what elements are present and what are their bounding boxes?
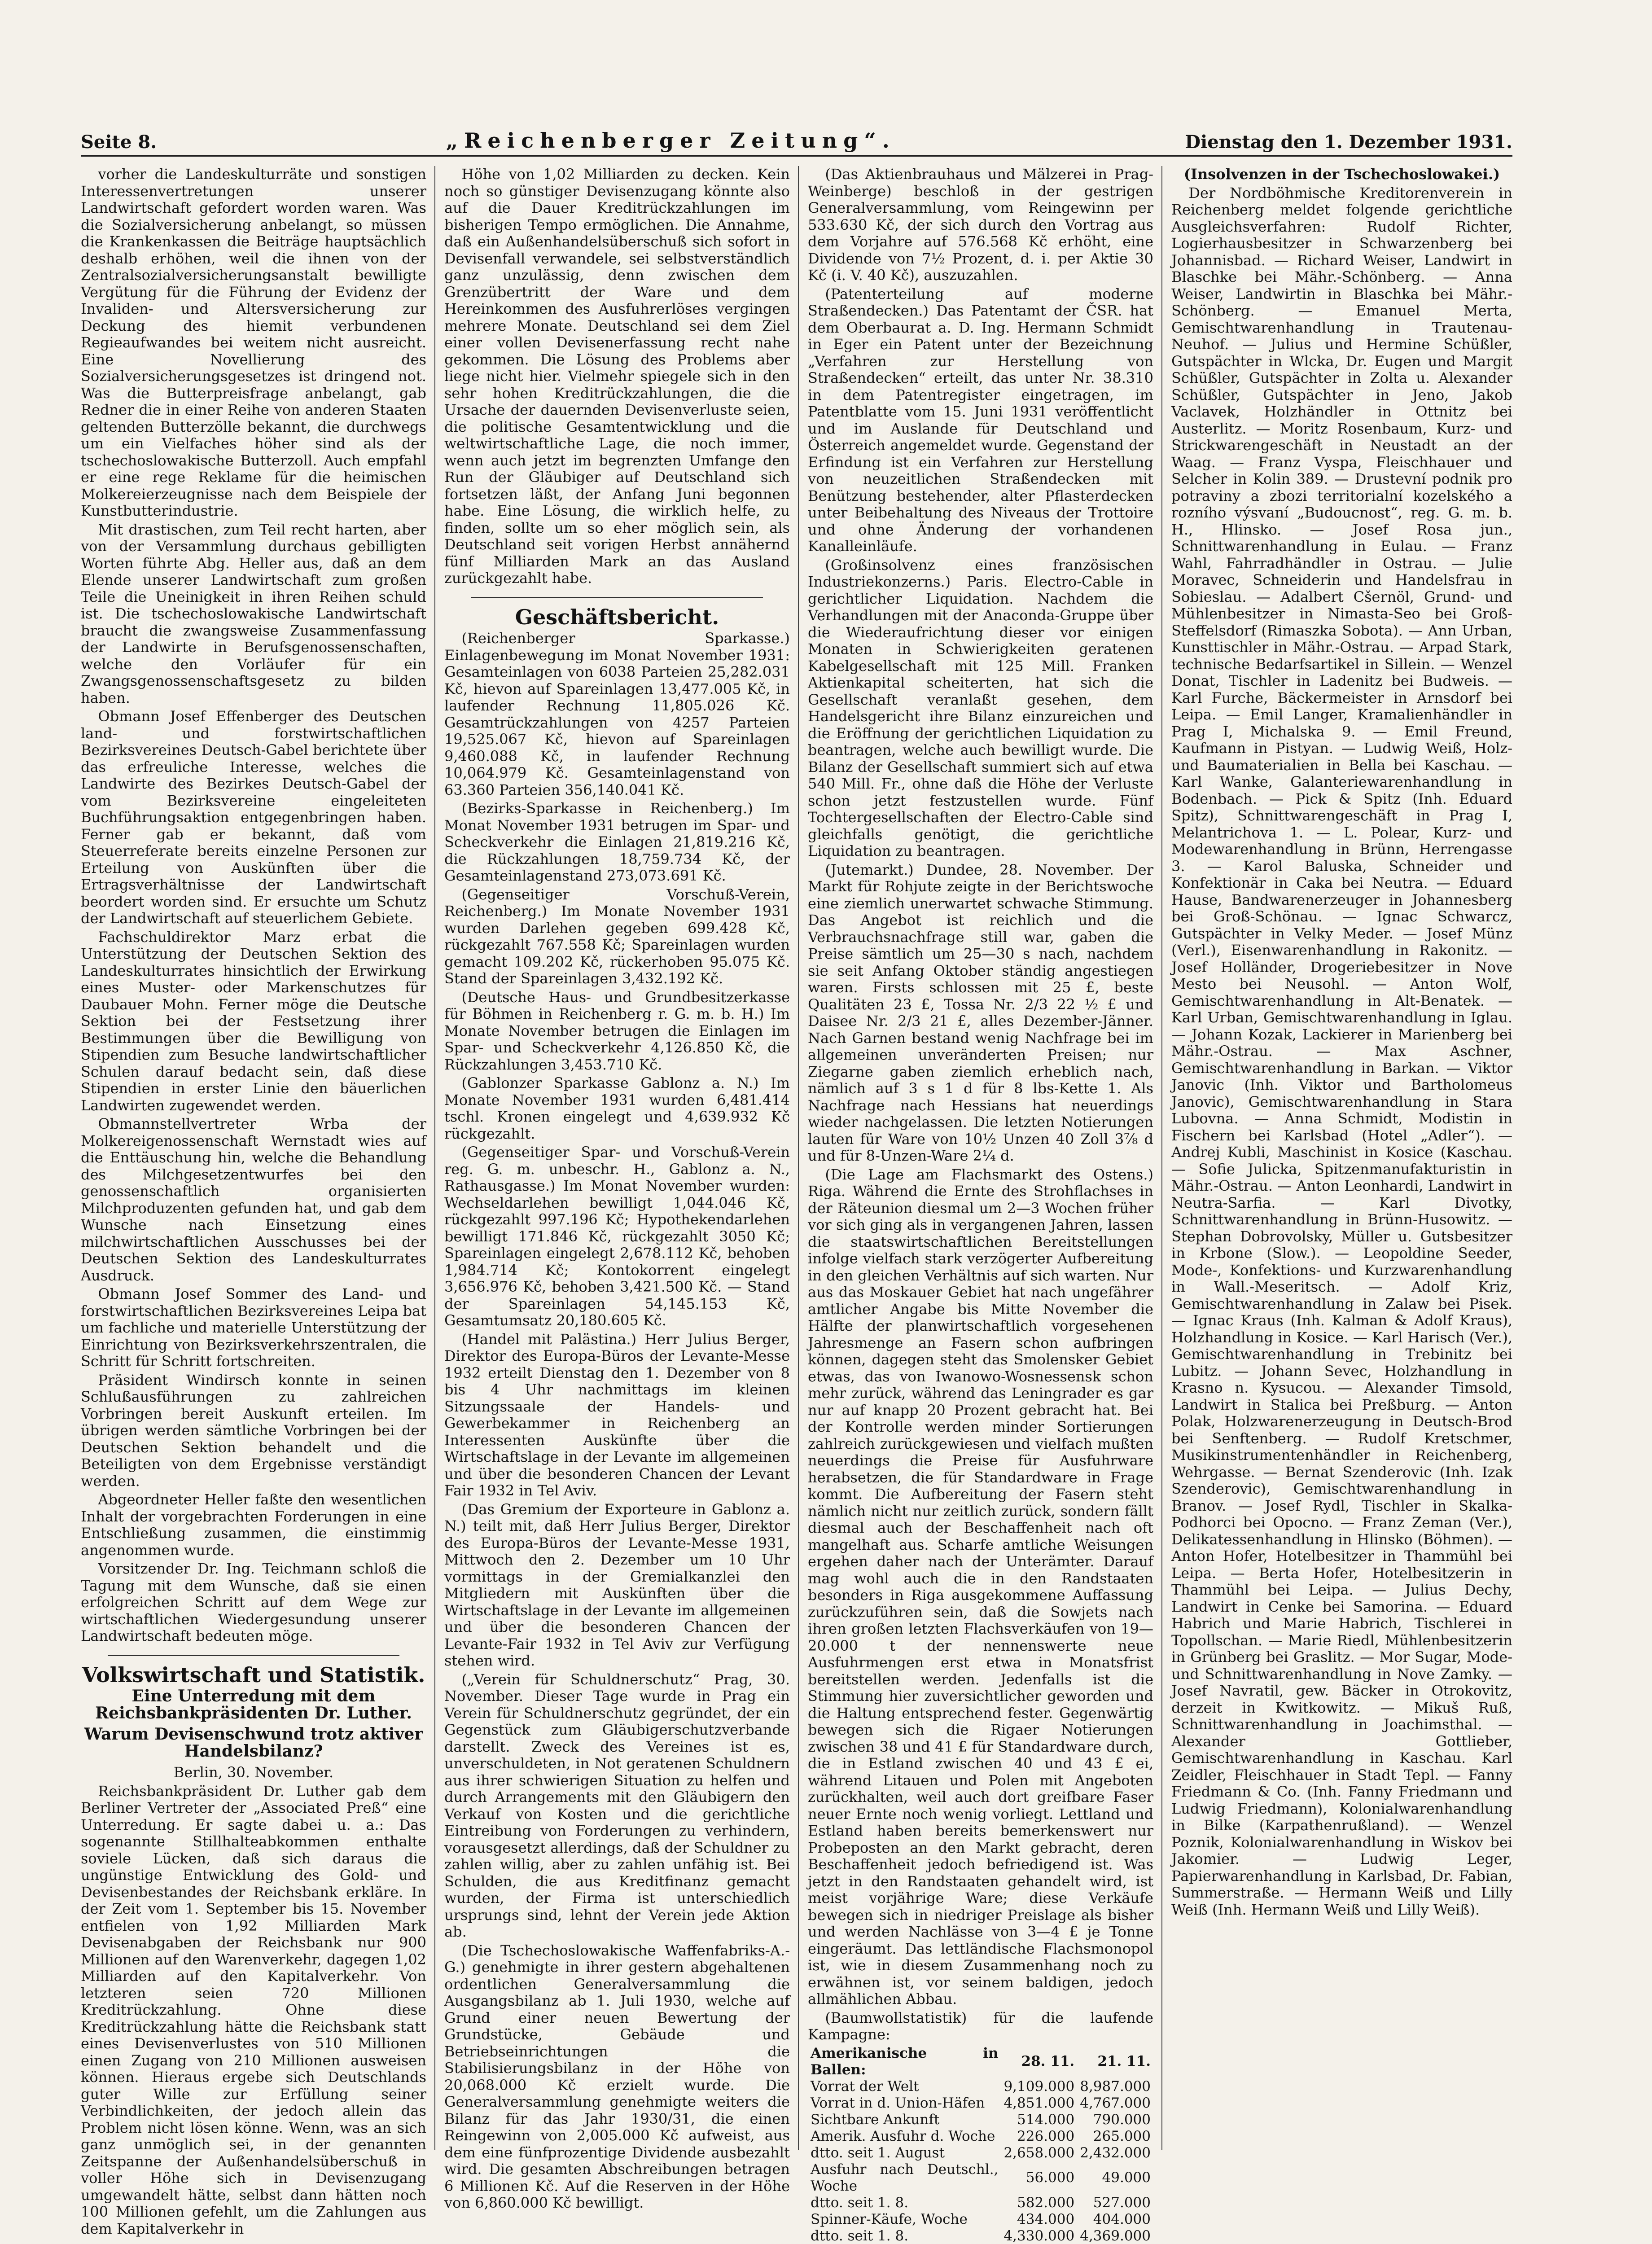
col2-paragraph: Höhe von 1,02 Milliarden zu decken. Kein noch so günstiger Devisenzugang könnte also auf die Dauer Kreditrückzahlungen im bisherigen Tempo ermöglichen. Die Annahme, daß ein Außenhandelsüberschuß sich sofort in Devisenfall verwandele, sei selbstverständlich ganz unzulässig, denn zwischen dem Grenzübertritt der Ware und dem Hereinkommen des Ausfuhrerlöses vergingen mehrere Monate. Deutschland sei dem Ziel einer vollen Devisenerfassung recht nahe gekommen. Die Lösung des Problems aber liege nicht hier. Vielmehr spiegele sich in den sehr hohen Kreditrückzahlungen, die die Ursache der dauernden Devisenverluste seien, die politische Gesamtentwicklung und die weltwirtschaftliche Lage, die noch immer, wenn auch jetzt im begrenzten Umfange den Run der Gläubiger auf Deutschland sich fortsetzen läßt, der Anfang Juni begonnen habe. Eine Lösung, die wirklich helfe, zu finden, sollte um so eher möglich sein, als Deutschland seit vorigen Herbst annähernd fünf Milliarden Mark an das Ausland zurückgezahlt habe. [444,166,790,587]
table-cell: Spinner-Käufe, Woche [808,2211,1001,2228]
col3-paragraph: (Großinsolvenz eines französischen Industriekonzerns.) Paris. Electro-Cable in gerichtlicher Liquidation. Nachdem die Verhandlungen mit der Anaconda-Gruppe über die Wiederaufrichtung dieser vor einigen Monaten in Schwierigkeiten geratenen Kabelgesellschaft mit 125 Mill. Franken Aktienkapital scheiterten, hat sich die Gesellschaft veranlaßt gesehen, dem Handelsgericht ihre Bilanz einzureichen und die Eröffnung der gerichtlichen Liquidation zu beantragen, welche auch bewilligt wurde. Die Bilanz der Gesellschaft summiert sich auf etwa 540 Mill. Fr., ohne daß die Höhe der Verluste schon jetzt festzustellen wurde. Fünf Tochtergesellschaften der Electro-Cable sind gleichfalls genötigt, die gerichtliche Liquidation zu beantragen. [808,557,1153,860]
table-cell: 582.000 [1001,2195,1077,2211]
table-cell: 434.000 [1001,2211,1077,2228]
column-rule [1161,166,1162,2150]
table-cell: 56.000 [1001,2161,1077,2195]
table-cell: Sichtbare Ankunft [808,2112,1001,2128]
col1-paragraph: Vorsitzender Dr. Ing. Teichmann schloß die Tagung mit dem Wunsche, daß sie einen erfolgreichen Schritt auf dem Wege zur wirtschaftlichen Wiedergesundung unserer Landwirtschaft bedeuten möge. [81,1560,426,1645]
col2-paragraph: (Gegenseitiger Spar- und Vorschuß-Verein reg. G. m. unbeschr. H., Gablonz a. N., Rathausgasse.) Im Monat November wurden: Wechseldarlehen bewilligt 1,044.046 Kč, rückgezahlt 997.196 Kč; Hypothekendarlehen bewilligt 171.846 Kč, rückgezahlt 3050 Kč; Spareinlagen eingelegt 2,678.112 Kč, behoben 1,984.714 Kč; Kontokorrent eingelegt 3,656.976 Kč, behoben 3,421.500 Kč. — Stand der Spareinlagen 54,145.153 Kč, Gesamtumsatz 20,180.605 Kč. [444,1144,790,1329]
col1-paragraph: Obmann Josef Effenberger des Deutschen land- und forstwirtschaftlichen Bezirksvereines Deutsch-Gabel berichtete über das erfreuliche Interesse, welches die Landwirte des Bezirkes Deutsch-Gabel der vom Bezirksvereine eingeleiteten Buchführungsaktion entgegenbringen haben. Ferner gab er bekannt, daß vom Steuerreferate bereits einzelne Personen zur Erteilung von Auskünften über die Ertragsverhältnisse der Landwirtschaft beordert worden sind. Er ersuchte um Schutz der Landwirtschaft auf steuerlichem Gebiete. [81,708,426,927]
table-cell: 2,432.000 [1077,2145,1153,2161]
table-cell: 265.000 [1077,2128,1153,2145]
column-4 [1171,166,1512,2150]
table-cell: 527.000 [1077,2195,1153,2211]
table-cell: Amerik. Ausfuhr d. Woche [808,2128,1001,2145]
col2-paragraph: (Bezirks-Sparkasse in Reichenberg.) Im Monat November 1931 betrugen im Spar- und Scheckverkehr die Einlagen 21,819.216 Kč, die Rückzahlungen 18,759.734 Kč, der Gesamteinlagenstand 273,073.691 Kč. [444,800,790,885]
table-cell: 4,851.000 [1001,2095,1077,2112]
table-cell: 49.000 [1077,2161,1153,2195]
section-title-business: Geschäftsbericht. [444,609,790,626]
page-number: Seite 8. [81,131,157,153]
col3-paragraph: (Das Aktienbrauhaus und Mälzerei in Prag-Weinberge) beschloß in der gestrigen Generalversammlung, vom Reingewinn per 533.630 Kč, der sich durch den Vortrag aus dem Vorjahre auf 576.568 Kč erhöht, eine Dividende von 7½ Prozent, d. i. per Aktie 30 Kč (i. V. 40 Kč), auszuzahlen. [808,166,1153,284]
table-cell: 4,767.000 [1077,2095,1153,2112]
table-cell: dtto. seit 1. 8. [808,2195,1001,2211]
table-header-cell: 21. 11. [1077,2045,1153,2078]
col4-title: (Insolvenzen in der Tschechoslowakei.) [1171,166,1512,183]
col1-paragraph: Reichsbankpräsident Dr. Luther gab dem Berliner Vertreter der „Associated Preß“ eine Unterredung. Er sagte dabei u. a.: Das sogenannte Stillhalteabkommen enthalte soviele Lücken, daß sich daraus die ungünstige Entwicklung des Gold- und Devisenbestandes der Reichsbank erkläre. In der Zeit vom 1. September bis 15. November entfielen von 1,92 Milliarden Mark Devisenabgaben der Reichsbank nur 900 Millionen auf den Warenverkehr, dagegen 1,02 Milliarden auf den Kapitalverkehr. Von letzteren seien 720 Millionen Kreditrückzahlung. Ohne diese Kreditrückzahlung hätte die Reichsbank statt eines Devisenverlustes von 510 Millionen einen Zugang von 210 Millionen ausweisen können. Hieraus ergebe sich Deutschlands guter Wille zur Erfüllung seiner Verbindlichkeiten, der jedoch allein das Problem nicht lösen könne. Wenn, was an sich ganz unmöglich sei, in der genannten Zeitspanne der Außenhandelsüberschuß in voller Höhe sich in Devisenzugang umgewandelt hätte, selbst dann hätten noch 100 Millionen gefehlt, um die Zahlungen aus dem Kapitalverkehr in [81,1783,426,2238]
article-subheadline: Warum Devisenschwund trotz aktiver Handelsbilanz? [81,1726,426,1760]
column-rule [434,166,435,2150]
table-cell: 2,658.000 [1001,2145,1077,2161]
table-cell: Ausfuhr nach Deutschl., Woche [808,2161,1001,2195]
table-cell: 226.000 [1001,2128,1077,2145]
col1-paragraph: Fachschuldirektor Marz erbat die Unterstützung der Deutschen Sektion des Landeskulturrates hinsichtlich der Erwirkung eines Muster- oder Markenschutzes für Daubauer Mohn. Ferner möge die Deutsche Sektion bei der Festsetzung ihrer Bestimmungen über die Bewilligung von Stipendien zum Besuche landwirtschaftlicher Schulen darauf bedacht sein, daß diese Stipendien in erster Linie den bäuerlichen Landwirten zugewendet werden. [81,929,426,1114]
page-header [81,103,1512,153]
col1-paragraph: Mit drastischen, zum Teil recht harten, aber von der Versammlung durchaus gebilligten Worten führte Abg. Heller aus, daß an dem Elende unserer Landwirtschaft zum großen Teile die Uneinigkeit in ihren Reihen schuld ist. Die tschechoslowakische Landwirtschaft braucht die zwangsweise Zusammenfassung der Landwirte in Berufsgenossenschaften, welche den Vorläufer für ein Zwangsgenossenschaftsgesetz zu bilden haben. [81,522,426,707]
table-row [808,2128,1153,2145]
column-rule [798,166,799,2150]
col3-paragraph: (Patenterteilung auf moderne Straßendecken.) Das Patentamt der ČSR. hat dem Oberbaurat a. D. Ing. Hermann Schmidt in Eger ein Patent unter der Bezeichnung „Verfahren zur Herstellung von Straßendecken“ erteilt, das unter Nr. 38.310 in dem Patentregister eingetragen, im Patentblatte vom 15. Juni 1931 veröffentlicht und im Auslande für Deutschland und Österreich angemeldet wurde. Gegenstand der Erfindung ist ein Verfahren zur Herstellung von neuzeitlichen Straßendecken mit Benützung bestehender, alter Pflasterdecken unter Beibehaltung des Niveaus der Trottoire und ohne Änderung der vorhandenen Kanalleinläufe. [808,286,1153,555]
table-row [808,2145,1153,2161]
masthead: „Reichenberger Zeitung“. [446,128,896,153]
col2-paragraph: (Reichenberger Sparkasse.) Einlagenbewegung im Monat November 1931: Gesamteinlagen von 6038 Parteien 25,282.031 Kč, hievon auf Spareinlagen 13,477.005 Kč, in laufender Rechnung 11,805.026 Kč. Gesamtrückzahlungen von 4257 Parteien 19,525.067 Kč, hievon auf Spareinlagen 9,460.088 Kč, in laufender Rechnung 10,064.979 Kč. Gesamteinlagenstand von 63.360 Parteien 356,140.041 Kč. [444,630,790,798]
section-title-economy: Volkswirtschaft und Statistik. [81,1667,426,1684]
table-row [808,2211,1153,2228]
table-header-cell: 28. 11. [1001,2045,1077,2078]
col3-paragraph: (Jutemarkt.) Dundee, 28. November. Der Markt für Rohjute zeigte in der Berichtswoche eine ziemlich unerwartet schwache Stimmung. Das Angebot ist reichlich und die Verbrauchsnachfrage still war, gaben die Preise sämtlich um 25—30 s nach, nachdem sie seit Anfang Oktober ständig angestiegen waren. Firsts schlossen mit 25 £, beste Qualitäten 23 £, Tossa Nr. 2/3 22 ½ £ und Daisee Nr. 2/3 21 £, alles Dezember-Jänner. Nach Garnen bestand wenig Nachfrage bei im allgemeinen unveränderten Preisen; nur Ziegarne gaben ziemlich erheblich nach, nämlich auf 3 s 1 d für 8 lbs-Kette 1. Als Nachfrage nach Hessians hat neuerdings wieder nachgelassen. Die letzten Notierungen lauten für Ware von 10½ Unzen 40 Zoll 3⅞ d und für 8-Unzen-Ware 2¼ d. [808,862,1153,1165]
table-row [808,2078,1153,2095]
col1-paragraph: Präsident Windirsch konnte in seinen Schlußausführungen zu zahlreichen Vorbringen bereit Auskunft erteilen. Im übrigen werden sämtliche Vorbringen bei der Deutschen Sektion behandelt und die Beteiligten von dem Ergebnisse verständigt werden. [81,1372,426,1490]
cotton-statistics-table [808,2045,1153,2244]
col2-paragraph: (Gegenseitiger Vorschuß-Verein, Reichenberg.) Im Monate November 1931 wurden Darlehen gegeben 699.428 Kč, rückgezahlt 767.558 Kč; Spareinlagen wurden gemacht 109.202 Kč, rückerhoben 95.075 Kč. Stand der Spareinlagen 3,432.192 Kč. [444,886,790,987]
section-divider [471,597,763,598]
table-row [808,2095,1153,2112]
table-cell: Vorrat in d. Union-Häfen [808,2095,1001,2112]
table-cell: 514.000 [1001,2112,1077,2128]
article-headline: Eine Unterredung mit dem Reichsbankpräsidenten Dr. Luther. [81,1688,426,1722]
col3-paragraph: (Die Lage am Flachsmarkt des Ostens.) Riga. Während die Ernte des Strohflachses in der Räteunion diesmal um 2—3 Wochen früher vor sich ging als in vergangenen Jahren, lassen die staatswirtschaftlichen Bereitstellungen infolge vielfach stark verzögerter Aufbereitung in den gleichen Verhältnis auf sich warten. Nur aus das Moskauer Gebiet hat nach ungefährer amtlicher Angabe bis Mitte November die Hälfte der planwirtschaftlich vorgesehenen Jahresmenge an Fasern schon aufbringen können, dagegen steht das Smolensker Gebiet etwas, das von Iwanowo-Wosnessensk schon mehr zurück, während das Leningrader es gar nur auf knapp 20 Prozent gebracht hat. Bei der Kontrolle werden minder Sortierungen zahlreich zurückgewiesen und vielfach mußten neuerdings die Preise für Ausfuhrware herabsetzen, die für Standardware in Frage kommt. Die Aufbereitung der Fasern steht nämlich nicht nur zeitlich zurück, sondern fällt diesmal auch der Beschaffenheit nach oft mangelhaft aus. Scharfe amtliche Weisungen ergehen daher nach der Unterämter. Darauf mag wohl auch die in den Randstaaten besonders in Riga ausgekommene Auffassung zurückzuführen sein, daß die Sowjets nach ihren großen letzten Flachsverkäufen von 19—20.000 t der nennenswerte neue Ausfuhrmengen erst etwa in Monatsfrist bereitstellen werden. Jedenfalls ist die Stimmung hier zuversichtlicher geworden und die Haltung entsprechend fester. Gegenwärtig bewegen sich die Rigaer Notierungen zwischen 38 und 41 £ für Standardware durch, die in Estland zwischen 40 und 43 £ ei, während Litauen und Polen mit Angeboten zurückhalten, weil auch dort greifbare Faser neuer Ernte noch wenig vorliegt. Lettland und Estland haben bereits bemerkenswert nur Probeposten an den Markt gebracht, deren Beschaffenheit jedoch befriedigend ist. Was jetzt in den Randstaaten gehandelt wird, ist meist vorjährige Ware; diese Verkäufe bewegen sich in niedriger Preislage als bisher und werden Nachlässe von 3—4 £ je Tonne eingeräumt. Das lettländische Flachsmonopol ist, wie in diesem Zusammenhang noch zu erwähnen ist, vor seinem baldigen, jedoch allmählichen Abbau. [808,1166,1153,2008]
col3-paragraph: (Baumwollstatistik) für die laufende Kampagne: [808,2010,1153,2043]
column-1 [81,166,426,2150]
col2-paragraph: (Deutsche Haus- und Grundbesitzerkasse für Böhmen in Reichenberg r. G. m. b. H.) Im Monate November betrugen die Einlagen im Spar- und Scheckverkehr 4,126.850 Kč, die Rückzahlungen 3,453.710 Kč. [444,989,790,1074]
col4-paragraph: Der Nordböhmische Kreditorenverein in Reichenberg meldet folgende gerichtliche Ausgleichsverfahren: Rudolf Richter, Logierhausbesitzer in Schwarzenberg bei Johannisbad. — Richard Weiser, Landwirt in Blaschke bei Mähr.-Schönberg. — Anna Weiser, Landwirtin in Blaschka bei Mähr.-Schönberg. — Emanuel Merta, Gemischtwarenhandlung in Trautenau-Neuhof. — Julius und Hermine Schüßler, Gutspächter in Wlcka, Dr. Eugen und Margit Schüßler, Gutspächter in Zolta u. Alexander Schüßler, Gutspächter in Jeno, Jakob Vaclavek, Holzhändler in Ottnitz bei Austerlitz. — Moritz Rosenbaum, Kurz- und Strickwarengeschäft in Neustadt an der Waag. — Franz Vyspa, Fleischhauer und Selcher in Kolin 389. — Drustevní podnik pro potraviny a zbozi territorialní kozelského a rozního výsvaní „Budoucnost“, reg. G. m. b. H., Hlinsko. — Josef Rosa jun., Schnittwarenhandlung in Eulau. — Franz Wahl, Fahrradhändler in Ostrau. — Julie Moravec, Schneiderin und Handelsfrau in Sobieslau. — Adalbert Cšernöl, Grund- und Mühlenbesitzer in Nimasta-Seo bei Groß-Steffelsdorf (Rimaszka Sobota). — Ann Urban, Kunsttischler in Mähr.-Ostrau. — Arpad Stark, technische Bedarfsartikel in Sillein. — Wenzel Donat, Tischler in Ladenitz bei Budweis. — Karl Furche, Bäckermeister in Arnsdorf bei Leipa. — Emil Langer, Kramalienhändler in Prag I, Michalska 9. — Emil Freund, Kaufmann in Pistyan. — Ludwig Weiß, Holz- und Baumaterialien in Bella bei Kaschau. — Karl Wanke, Galanteriewarenhandlung in Bodenbach. — Pick & Spitz (Inh. Eduard Spitz), Schnittwarengeschäft in Prag I, Melantrichova 1. — L. Polear, Kurz- und Modewarenhandlung in Brünn, Herrengasse 3. — Karol Baluska, Schneider und Konfektionär in Caka bei Neutra. — Eduard Hause, Bandwarenerzeuger in Johannesberg bei Groß-Schönau. — Ignac Schwarcz, Gutspächter in Velky Meder. — Josef Münz (Verl.), Eisenwarenhandlung in Rakonitz. — Josef Holländer, Drogeriebesitzer in Nove Mesto bei Neusohl. — Anton Wolf, Gemischtwarenhandlung in Alt-Benatek. — Karl Urban, Gemischtwarenhandlung in Iglau. — Johann Kozak, Lackierer in Marienberg bei Mähr.-Ostrau. — Max Aschner, Gemischtwarenhandlung in Barkan. — Viktor Janovic (Inh. Viktor und Bartholomeus Janovic), Gemischtwarenhandlung in Stara Lubovna. — Anna Schmidt, Modistin in Fischern bei Karlsbad (Hotel „Adler“). — Andrej Kubli, Maschinist in Kosice (Kaschau. — Sofie Julicka, Spitzenmanufakturistin in Mähr.-Ostrau. — Anton Leonhardi, Landwirt in Neutra-Sarfia. — Karl Divotky, Schnittwarenhandlung in Brünn-Husowitz. — Stephan Dobrovolsky, Müller u. Gutsbesitzer in Krbone (Slow.). — Leopoldine Seeder, Mode-, Konfektions- und Kurzwarenhandlung in Wall.-Meseritsch. — Adolf Kriz, Gemischtwarenhandlung in Zalaw bei Pisek. — Ignac Kraus (Inh. Kalman & Adolf Kraus), Holzhandlung in Kosice. — Karl Harisch (Ver.), Gemischtwarenhandlung in Trebinitz bei Lubitz. — Johann Sevec, Holzhandlung in Krasno n. Kysucou. — Alexander Timsold, Landwirt in Stalica bei Preßburg. — Anton Polak, Holzwarenerzeugung in Deutsch-Brod bei Senftenberg. — Rudolf Kretschmer, Musikinstrumentenhändler in Reichenberg, Wehrgasse. — Bernat Szenderovic (Inh. Izak Szenderovic), Gemischtwarenhandlung in Branov. — Josef Rydl, Tischler in Skalka-Podhorci bei Opocno. — Franz Zeman (Ver.), Delikatessenhandlung in Hlinsko (Böhmen). — Anton Hofer, Hotelbesitzer in Thammühl bei Leipa. — Berta Hofer, Hotelbesitzerin in Thammühl bei Leipa. — Julius Dechy, Landwirt in Cenke bei Samorina. — Eduard Habrich und Marie Habrich, Tischlerei in Topollschan. — Marie Riedl, Mühlenbesitzerin in Grünberg bei Graslitz. — Mor Sugar, Mode- und Schnittwarenhandlung in Nove Zamky. — Josef Navratil, gew. Bäcker in Otrokovitz, derzeit in Kwitkowitz. — Mikuš Ruß, Schnittwarenhandlung in Joachimsthal. — Alexander Gottlieber, Gemischtwarenhandlung in Kaschau. Karl Zeidler, Fleischhauer in Stadt Tepl. — Fanny Friedmann & Co. (Inh. Fanny Friedmann und Ludwig Friedmann), Kolonialwarenhandlung in Bilke (Karpathenrußland). — Wenzel Poznik, Kolonialwarenhandlung in Wiskov bei Jakomier. — Ludwig Leger, Papierwarenhandlung in Karlsbad, Dr. Fabian, Summerstraße. — Hermann Weiß und Lilly Weiß (Inh. Hermann Weiß und Lilly Weiß). [1171,185,1512,1919]
section-divider [108,1655,399,1656]
table-header-cell: Amerikanische in Ballen: [808,2045,1001,2078]
col2-paragraph: (Die Tschechoslowakische Waffenfabriks-A.-G.) genehmigte in ihrer gestern abgehaltenen ordentlichen Generalversammlung die Ausgangsbilanz ab 1. Juli 1930, welche auf Grund einer neuen Bewertung der Grundstücke, Gebäude und Betriebseinrichtungen die Stabilisierungsbilanz in der Höhe von 20,068.000 Kč erzielt wurde. Die Generalversammlung genehmigte weiters die Bilanz für das Jahr 1930/31, die einen Reingewinn von 2,005.000 Kč aufweist, aus dem eine fünfprozentige Dividende ausbezahlt wird. Die gesamten Abschreibungen betragen 6 Millionen Kč. Auf die Reserven in der Höhe von 6,860.000 Kč bewilligt. [444,1942,790,2212]
col2-paragraph: (Das Gremium der Exporteure in Gablonz a. N.) teilt mit, daß Herr Julius Berger, Direktor des Europa-Büros der Levante-Messe 1931, Mittwoch den 2. Dezember um 10 Uhr vormittags in der Gremialkanzlei den Mitgliedern mit Auskünften über die Wirtschaftslage in der Levante im allgemeinen und über die besonderen Chancen der Levante-Fair 1932 in Tel Aviv zur Verfügung stehen wird. [444,1501,790,1670]
column-2 [444,166,790,2150]
column-3 [808,166,1153,2150]
table-row [808,2161,1153,2195]
col1-paragraph: Obmann Josef Sommer des Land- und forstwirtschaftlichen Bezirksvereines Leipa bat um fachliche und materielle Unterstützung der Einrichtung von Bezirksverkehrszentralen, die Schritt für Schritt fortschreiten. [81,1286,426,1370]
table-header-row [808,2045,1153,2078]
header-rule [81,155,1512,157]
table-cell: 790.000 [1077,2112,1153,2128]
dateline: Berlin, 30. November. [81,1764,426,1781]
table-cell: 4,369.000 [1077,2228,1153,2244]
col2-paragraph: (Gablonzer Sparkasse Gablonz a. N.) Im Monate November 1931 wurden 6,481.414 tschl. Kronen eingelegt und 4,639.932 Kč rückgezahlt. [444,1075,790,1142]
table-cell: 4,330.000 [1001,2228,1077,2244]
table-cell: Vorrat der Welt [808,2078,1001,2095]
col2-paragraph: (Handel mit Palästina.) Herr Julius Berger, Direktor des Europa-Büros der Levante-Messe 1932 erteilt Dienstag den 1. Dezember von 8 bis 4 Uhr nachmittags im kleinen Sitzungssaale der Handels- und Gewerbekammer in Reichenberg an Interessenten Auskünfte über die Wirtschaftslage in der Levante im allgemeinen und über die besonderen Chancen der Levant Fair 1932 in Tel Aviv. [444,1331,790,1499]
table-row [808,2195,1153,2211]
table-cell: dtto. seit 1. August [808,2145,1001,2161]
table-cell: 404.000 [1077,2211,1153,2228]
table-cell: 9,109.000 [1001,2078,1077,2095]
col1-paragraph: Obmannstellvertreter Wrba der Molkereigenossenschaft Wernstadt wies auf die Enttäuschung hin, welche die Behandlung des Milchgesetzentwurfes bei den genossenschaftlich organisierten Milchproduzenten gefunden hat, und gab dem Wunsche nach Einsetzung eines milchwirtschaftlichen Ausschusses bei der Deutschen Sektion des Landeskulturrates Ausdruck. [81,1116,426,1284]
col2-paragraph: („Verein für Schuldnerschutz“ Prag, 30. November. Dieser Tage wurde in Prag ein Verein für Schuldnerschutz gegründet, der ein Gegenstück zum Gläubigerschutzverbande darstellt. Zweck des Vereines ist es, unverschuldeten, in Not geratenen Schuldnern aus ihrer schwierigen Situation zu helfen und durch Arrangements mit den Gläubigern den Verkauf von Kosten und die gerichtliche Eintreibung von Forderungen zu verhindern, vorausgesetzt allerdings, daß der Schuldner zu zahlen willig, aber zu zahlen unfähig ist. Bei Schulden, die aus Kreditfinanz gemacht wurden, der Firma ist unterschiedlich ursprungs sind, lehnt der Verein jede Aktion ab. [444,1671,790,1941]
table-cell: 8,987.000 [1077,2078,1153,2095]
col1-paragraph: Abgeordneter Heller faßte den wesentlichen Inhalt der vorgebrachten Forderungen in eine Entschließung zusammen, die einstimmig angenommen wurde. [81,1491,426,1559]
col1-paragraph: vorher die Landeskulturräte und sonstigen Interessenvertretungen unserer Landwirtschaft gefordert worden waren. Was die Sozialversicherung anbelangt, so müssen die Krankenkassen die Beiträge hauptsächlich deshalb erhöhen, weil die ihnen von der Zentralsozialversicherungsanstalt bewilligte Vergütung für die Führung der Evidenz der Invaliden- und Altersversicherung zur Deckung des hiemit verbundenen Regieaufwandes bei weitem nicht ausreicht. Eine Novellierung des Sozialversicherungsgesetzes ist dringend not. Was die Butterpreisfrage anbelangt, gab Redner die in einer Reihe von anderen Staaten geltenden Butterzölle bekannt, die durchwegs um ein Vielfaches höher sind als der tschechoslowakische Butterzoll. Auch empfahl er eine rege Reklame für die heimischen Molkereierzeugnisse nach dem Beispiele der Kunstbutterindustrie. [81,166,426,520]
table-cell: dtto. seit 1. 8. [808,2228,1001,2244]
table-row [808,2112,1153,2128]
table-row [808,2228,1153,2244]
issue-date: Dienstag den 1. Dezember 1931. [1185,131,1512,153]
